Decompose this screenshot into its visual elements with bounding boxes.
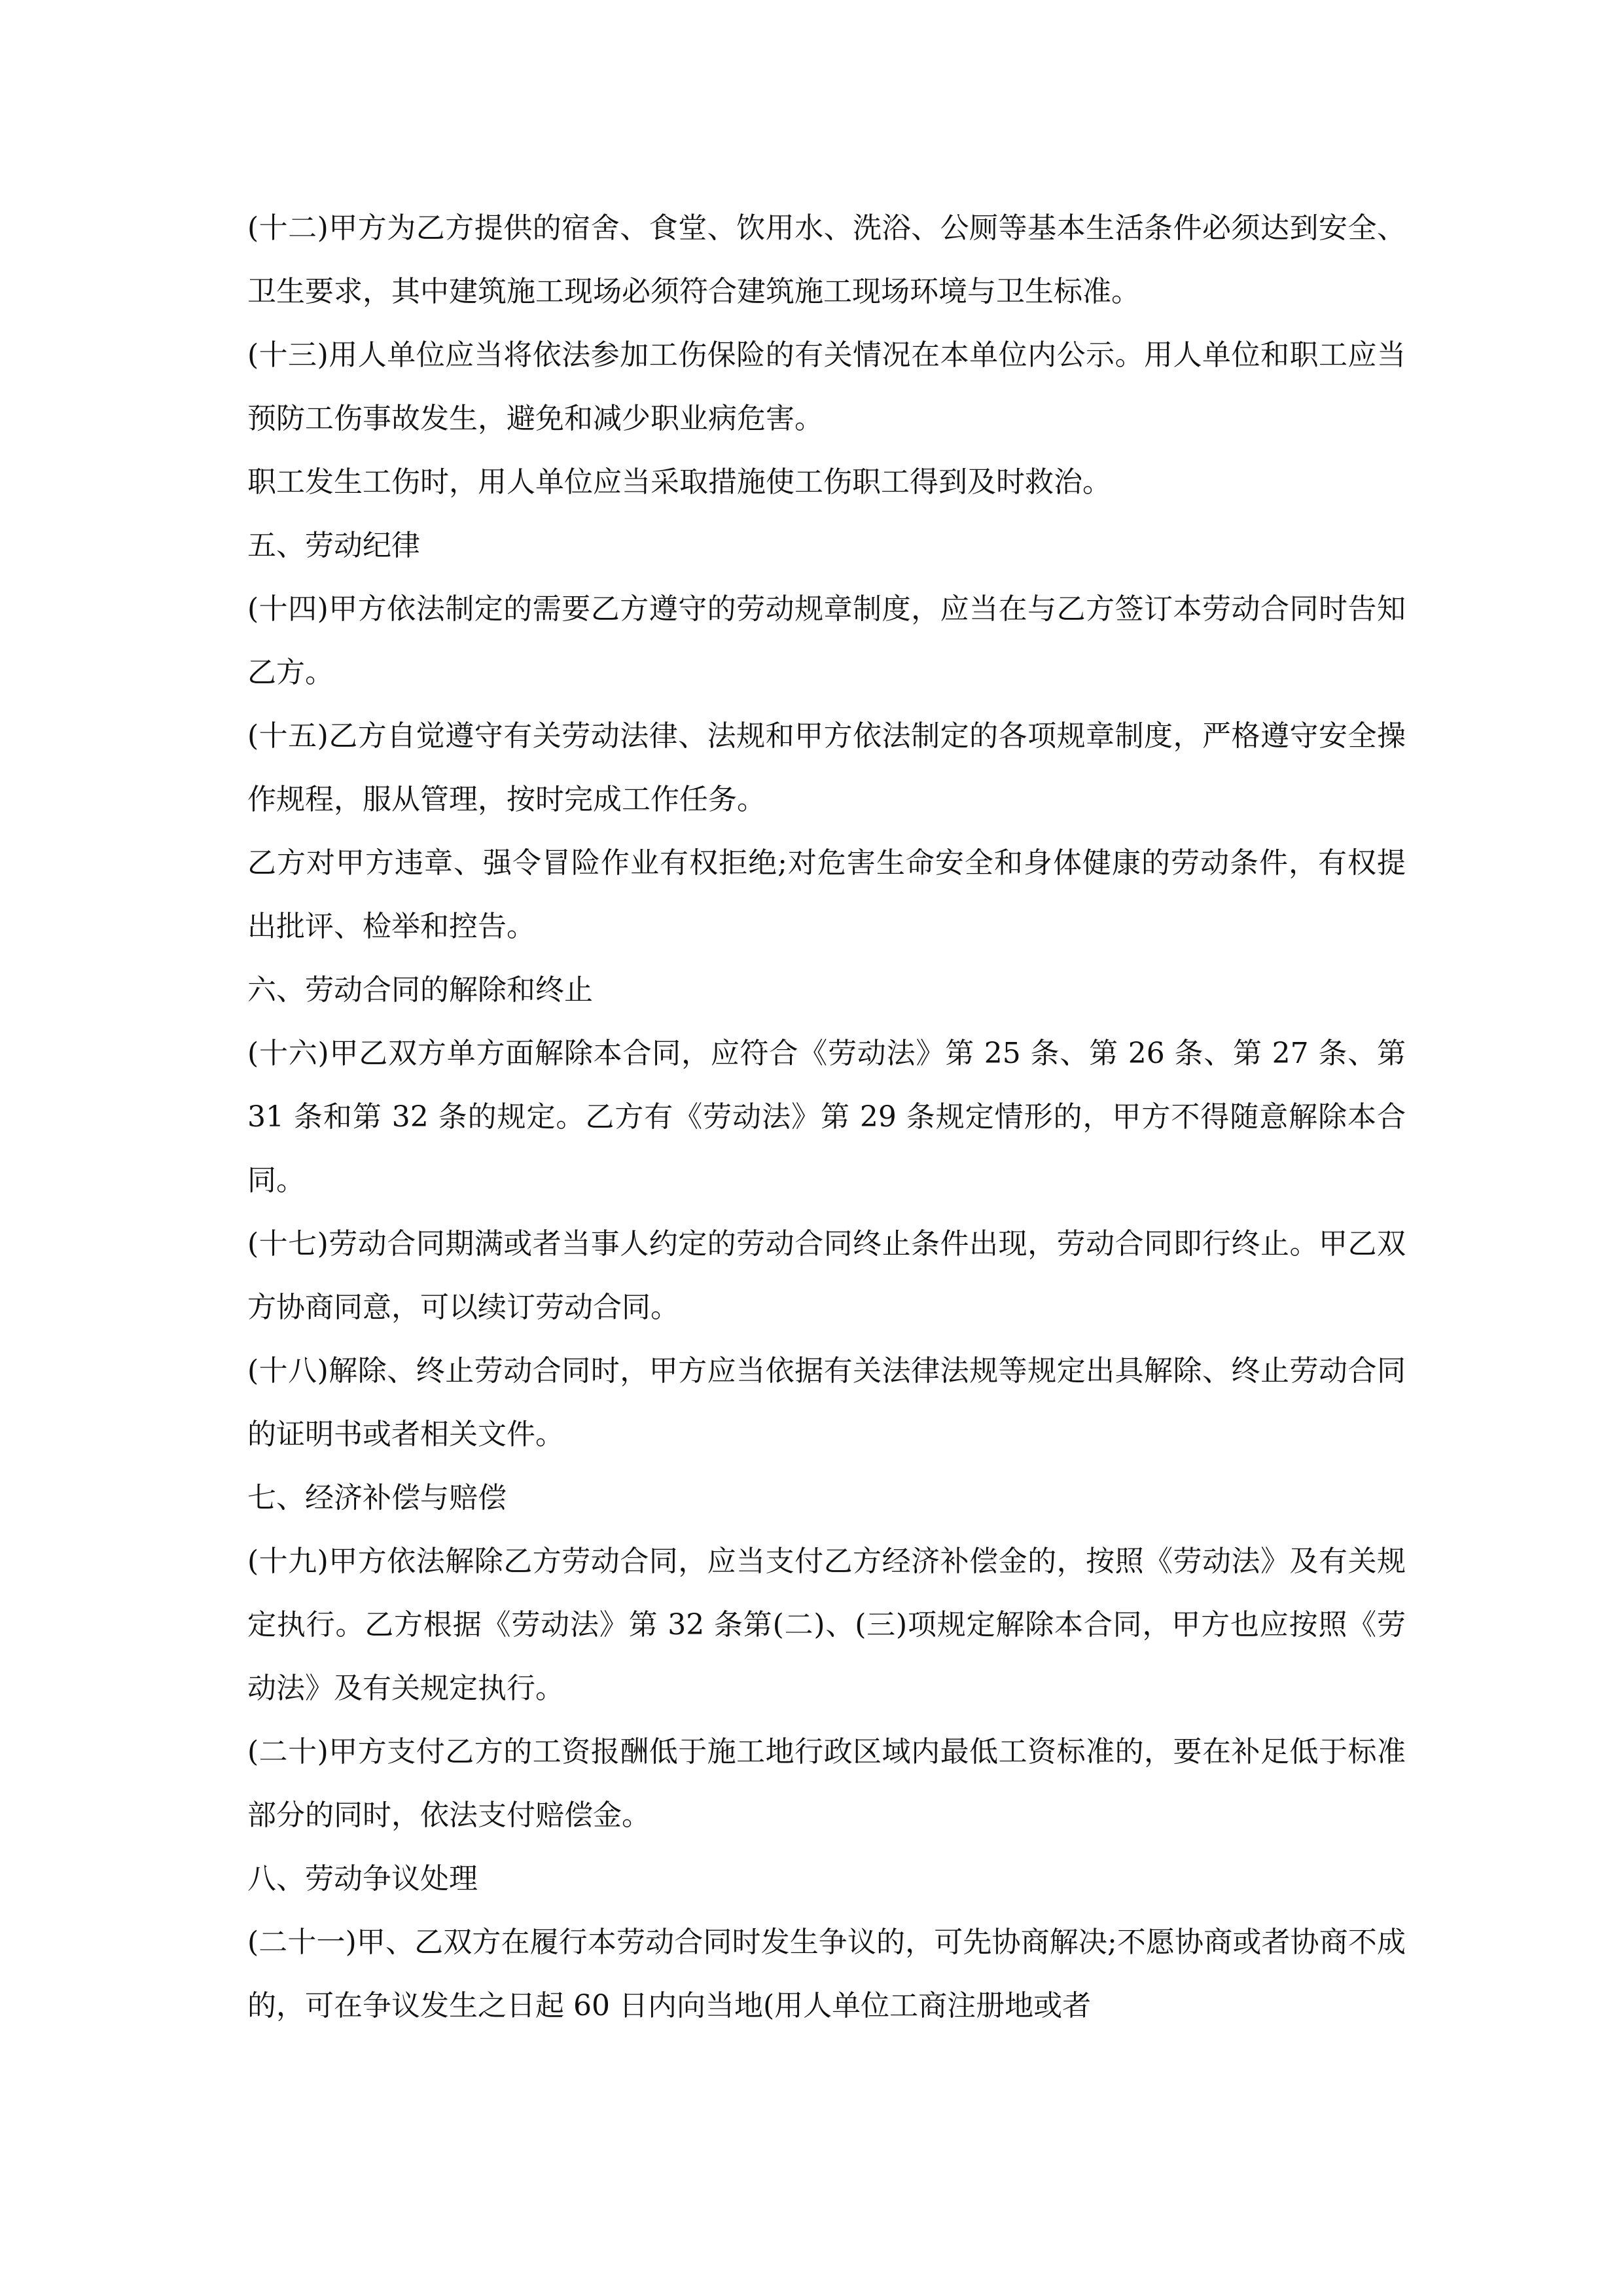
section-heading-labor-discipline: 五、劳动纪律 <box>247 529 420 562</box>
paragraph-clause-17: (十七)劳动合同期满或者当事人约定的劳动合同终止条件出现，劳动合同即行终止。甲乙双方协商同意，可以续订劳动合同。 <box>247 1227 1406 1324</box>
paragraph-clause-20: (二十)甲方支付乙方的工资报酬低于施工地行政区域内最低工资标准的，要在补足低于标准部分的同时，依法支付赔偿金。 <box>247 1735 1406 1832</box>
paragraph-clause-16: (十六)甲乙双方单方面解除本合同，应符合《劳动法》第 25 条、第 26 条、第 27 条、第 31 条和第 32 条的规定。乙方有《劳动法》第 29 条规定情形的，甲方不得随意解除本合同。 <box>247 1037 1406 1197</box>
paragraph-clause-13: (十三)用人单位应当将依法参加工伤保险的有关情况在本单位内公示。用人单位和职工应当预防工伤事故发生，避免和减少职业病危害。 <box>247 338 1406 435</box>
paragraph-right-to-refuse: 乙方对甲方违章、强令冒险作业有权拒绝;对危害生命安全和身体健康的劳动条件，有权提出批评、检举和控告。 <box>247 846 1406 943</box>
section-heading-dispute: 八、劳动争议处理 <box>247 1862 478 1895</box>
paragraph-clause-14: (十四)甲方依法制定的需要乙方遵守的劳动规章制度，应当在与乙方签订本劳动合同时告知乙方。 <box>247 592 1406 689</box>
paragraph-injury-treatment: 职工发生工伤时，用人单位应当采取措施使工伤职工得到及时救治。 <box>247 465 1111 499</box>
paragraph-clause-21: (二十一)甲、乙双方在履行本劳动合同时发生争议的，可先协商解决;不愿协商或者协商不成的，可在争议发生之日起 60 日内向当地(用人单位工商注册地或者 <box>247 1926 1406 2022</box>
section-heading-compensation: 七、经济补偿与赔偿 <box>247 1481 507 1515</box>
paragraph-clause-12: (十二)甲方为乙方提供的宿舍、食堂、饮用水、洗浴、公厕等基本生活条件必须达到安全、卫生要求，其中建筑施工现场必须符合建筑施工现场环境与卫生标准。 <box>247 211 1406 308</box>
paragraph-clause-18: (十八)解除、终止劳动合同时，甲方应当依据有关法律法规等规定出具解除、终止劳动合同的证明书或者相关文件。 <box>247 1354 1406 1451</box>
paragraph-clause-15: (十五)乙方自觉遵守有关劳动法律、法规和甲方依法制定的各项规章制度，严格遵守安全操作规程，服从管理，按时完成工作任务。 <box>247 719 1406 816</box>
document-body <box>247 196 1406 2037</box>
paragraph-clause-19: (十九)甲方依法解除乙方劳动合同，应当支付乙方经济补偿金的，按照《劳动法》及有关规定执行。乙方根据《劳动法》第 32 条第(二)、(三)项规定解除本合同，甲方也应按照《劳动法》及有关规定执行。 <box>247 1545 1406 1705</box>
section-heading-termination: 六、劳动合同的解除和终止 <box>247 973 593 1007</box>
